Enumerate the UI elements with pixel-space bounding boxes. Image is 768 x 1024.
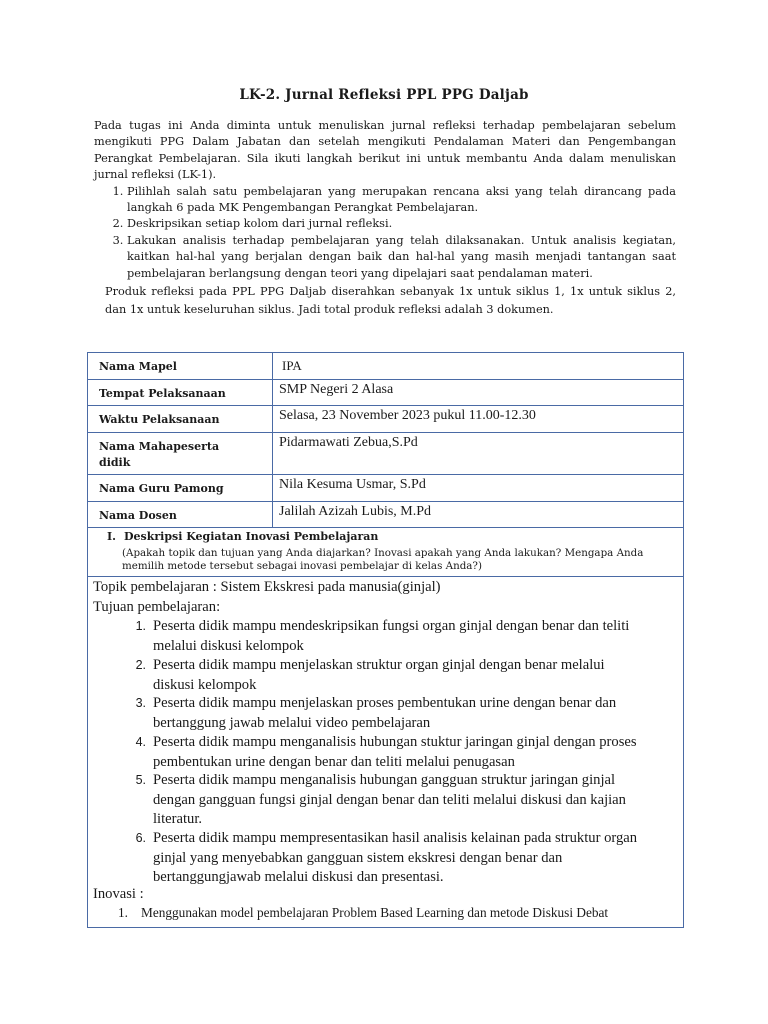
table-row bbox=[88, 502, 684, 528]
objective-line: ginjal yang menyebabkan gangguan sistem ekskresi dengan benar dan bbox=[153, 849, 563, 866]
intro-paragraph: Pada tugas ini Anda diminta untuk menuliskan jurnal refleksi terhadap pembelajaran sebelum mengikuti PPG Dalam Jabatan dan setelah mengikuti Pendalaman Materi dan Pengembangan Perangkat Pembelajaran. Sila ikuti langkah berikut ini untuk membantu Anda dalam menuliskan jurnal refleksi (LK-1). bbox=[94, 119, 676, 182]
identity-table bbox=[87, 352, 684, 528]
label-nama-mahapeserta-didik: Nama Mahapeserta didik bbox=[88, 433, 273, 475]
table-row bbox=[88, 353, 684, 380]
objective-line: bertanggung jawab melalui video pembelajaran bbox=[153, 714, 431, 731]
innovation-text: Menggunakan model pembelajaran Problem Based Learning dan metode Diskusi Debat bbox=[141, 905, 609, 920]
step-item: 1. Pilihlah salah satu pembelajaran yang merupakan rencana aksi yang telah dirancang pada langkah 6 pada MK Pengembangan Perangkat Pembelajaran. bbox=[127, 184, 676, 217]
table-row bbox=[88, 406, 684, 433]
label-waktu-pelaksanaan: Waktu Pelaksanaan bbox=[88, 406, 273, 433]
innovation-item bbox=[118, 905, 608, 921]
objective-number: 5. bbox=[135, 773, 146, 787]
objective-line: Peserta didik mampu mendeskripsikan fungsi organ ginjal dengan benar dan teliti bbox=[153, 618, 630, 634]
table-row bbox=[88, 475, 684, 502]
objective-number: 4. bbox=[135, 735, 146, 749]
objective-item bbox=[135, 829, 683, 888]
objective-line: Peserta didik mampu menjelaskan struktur organ ginjal dengan benar melalui bbox=[153, 657, 605, 673]
objective-line: dengan gangguan fungsi ginjal dengan benar dan teliti melalui diskusi dan kajian bbox=[153, 791, 626, 808]
objective-line: diskusi kelompok bbox=[153, 676, 257, 693]
value-nama-guru-pamong: Nila Kesuma Usmar, S.Pd bbox=[273, 475, 684, 502]
objective-item bbox=[135, 733, 683, 772]
steps-list bbox=[94, 184, 676, 282]
objective-number: 3. bbox=[135, 696, 146, 710]
step-item: 2. Deskripsikan setiap kolom dari jurnal refleksi. bbox=[127, 216, 676, 232]
label-nama-guru-pamong: Nama Guru Pamong bbox=[88, 475, 273, 502]
innovation-label: Inovasi : bbox=[93, 886, 144, 902]
value-nama-mapel: IPA bbox=[273, 353, 684, 380]
section-header-box bbox=[87, 525, 684, 577]
document-title: LK-2. Jurnal Refleksi PPL PPG Daljab bbox=[239, 87, 529, 103]
objectives-label: Tujuan pembelajaran: bbox=[93, 599, 221, 615]
table-row bbox=[88, 433, 684, 475]
objective-line: Peserta didik mampu menganalisis hubungan gangguan struktur jaringan ginjal bbox=[153, 772, 616, 788]
objective-item bbox=[135, 656, 683, 695]
objective-item bbox=[135, 694, 683, 733]
step-item: 3. Lakukan analisis terhadap pembelajaran yang telah dilaksanakan. Untuk analisis kegiatan, kaitkan hal-hal yang berjalan dengan baik dan hal-hal yang masih menjadi tantangan saat pembelajaran berlangsung dengan teori yang dipelajari saat pendalaman materi. bbox=[127, 233, 676, 282]
closing-paragraph: Produk refleksi pada PPL PPG Daljab diserahkan sebanyak 1x untuk siklus 1, 1x untuk siklus 2, dan 1x untuk keseluruhan siklus. Jadi total produk refleksi adalah 3 dokumen. bbox=[105, 285, 676, 316]
objective-line: bertanggungjawab melalui diskusi dan presentasi. bbox=[153, 869, 444, 885]
section-question: (Apakah topik dan tujuan yang Anda diajarkan? Inovasi apakah yang Anda lakukan? Mengapa Anda memilih metode tersebut sebagai inovasi pembelajar di kelas Anda?) bbox=[122, 547, 644, 572]
objective-number: 6. bbox=[135, 831, 146, 845]
value-nama-dosen: Jalilah Azizah Lubis, M.Pd bbox=[273, 502, 684, 528]
objective-item bbox=[135, 617, 683, 656]
objective-line: Peserta didik mampu menganalisis hubungan stuktur jaringan ginjal dengan proses bbox=[153, 734, 637, 750]
section-content-box bbox=[87, 577, 684, 928]
section-heading bbox=[107, 530, 378, 543]
label-tempat-pelaksanaan: Tempat Pelaksanaan bbox=[88, 380, 273, 406]
label-nama-dosen: Nama Dosen bbox=[88, 502, 273, 528]
innovation-number: 1. bbox=[118, 905, 128, 920]
topic-line: Topik pembelajaran : Sistem Ekskresi pada manusia(ginjal) bbox=[93, 579, 441, 595]
objective-line: literatur. bbox=[153, 811, 203, 827]
objective-line: pembentukan urine dengan benar dan teliti melalui penugasan bbox=[153, 753, 515, 770]
section-number: I. bbox=[107, 530, 116, 543]
value-tempat-pelaksanaan: SMP Negeri 2 Alasa bbox=[273, 380, 684, 406]
objective-number: 2. bbox=[135, 658, 146, 672]
objective-line: Peserta didik mampu mempresentasikan hasil analisis kelainan pada struktur organ bbox=[153, 830, 638, 846]
objective-number: 1. bbox=[135, 619, 146, 633]
objective-line: melalui diskusi kelompok bbox=[153, 637, 304, 654]
value-waktu-pelaksanaan: Selasa, 23 November 2023 pukul 11.00-12.30 bbox=[273, 406, 684, 433]
instructions bbox=[94, 118, 676, 318]
label-nama-mapel: Nama Mapel bbox=[88, 353, 273, 380]
objective-line: Peserta didik mampu menjelaskan proses pembentukan urine dengan benar dan bbox=[153, 695, 617, 711]
section-title: Deskripsi Kegiatan Inovasi Pembelajaran bbox=[124, 530, 379, 543]
value-nama-mahapeserta-didik: Pidarmawati Zebua,S.Pd bbox=[273, 433, 684, 475]
table-row bbox=[88, 380, 684, 406]
objective-item bbox=[135, 771, 683, 830]
